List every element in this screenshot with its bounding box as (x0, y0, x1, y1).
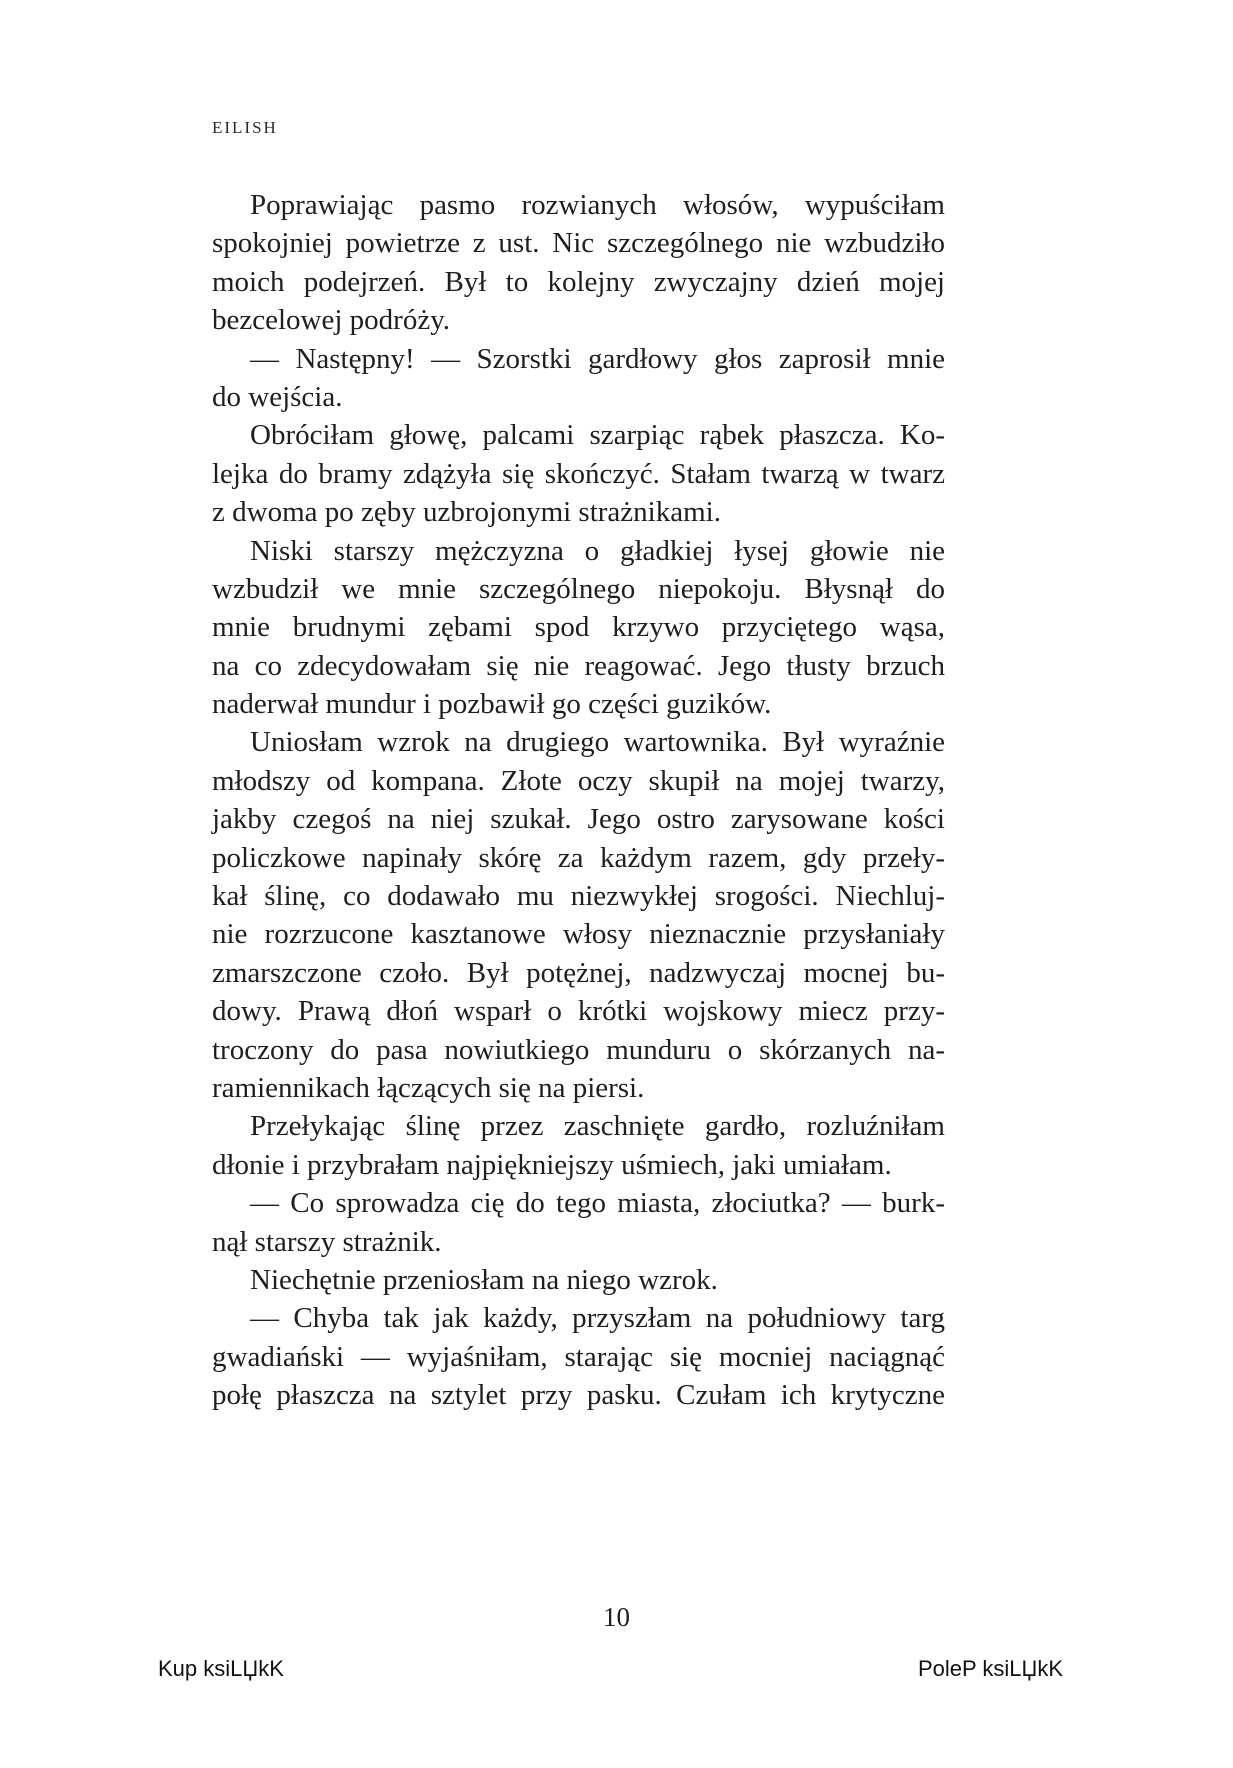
text-line: do wejścia. (212, 380, 343, 413)
text-line: Przełykając ślinę przez zaschnięte gardło, rozluźniłam (250, 1110, 945, 1143)
text-line: — Następny! — Szorstki gardłowy głos zaprosił mnie (250, 342, 945, 375)
text-line: policzkowe napinały skórę za każdym razem, gdy przeły- (212, 841, 945, 874)
text-line: młodszy od kompana. Złote oczy skupił na mojej twarzy, (212, 764, 945, 797)
text-line: nął starszy strażnik. (212, 1225, 442, 1258)
recommend-book-link[interactable]: PoleP ksiLЏkK (917, 1656, 1063, 1681)
text-line: gwadiański — wyjaśniłam, starając się mocniej naciągnąć (212, 1340, 945, 1373)
text-line: ramiennikach łączących się na piersi. (212, 1071, 645, 1104)
running-head: EILISH (212, 118, 278, 137)
text-line: kał ślinę, co dodawało mu niezwykłej srogości. Niechluj- (212, 880, 945, 913)
text-line: dłonie i przybrałam najpiękniejszy uśmiech, jaki umiałam. (212, 1148, 892, 1181)
text-line: moich podejrzeń. Był to kolejny zwyczajny dzień mojej (212, 265, 945, 298)
text-line: zmarszczone czoło. Był potężnej, nadzwyczaj mocnej bu- (212, 956, 945, 989)
text-line: Obróciłam głowę, palcami szarpiąc rąbek płaszcza. Ko- (250, 419, 945, 452)
text-line: Niechętnie przeniosłam na niego wzrok. (250, 1263, 718, 1296)
text-line: spokojniej powietrze z ust. Nic szczególnego nie wzbudziło (212, 227, 945, 260)
text-line: lejka do bramy zdążyła się skończyć. Stałam twarzą w twarz (212, 457, 945, 490)
text-line: Uniosłam wzrok na drugiego wartownika. Był wyraźnie (250, 726, 945, 759)
text-line: — Chyba tak jak każdy, przyszłam na południowy targ (250, 1302, 945, 1335)
text-line: z dwoma po zęby uzbrojonymi strażnikami. (212, 496, 721, 529)
text-line: wzbudził we mnie szczególnego niepokoju. Błysnął do (212, 572, 945, 605)
page-number: 10 (603, 1602, 630, 1632)
text-line: Niski starszy mężczyzna o gładkiej łysej głowie nie (250, 534, 945, 567)
body-text (212, 186, 945, 1415)
buy-book-link[interactable]: Kup ksiLЏkK (158, 1656, 284, 1681)
text-line: na co zdecydowałam się nie reagować. Jego tłusty brzuch (212, 649, 945, 682)
text-line: Poprawiając pasmo rozwianych włosów, wypuściłam (250, 189, 945, 221)
text-line: — Co sprowadza cię do tego miasta, złociutka? — burk- (250, 1187, 945, 1220)
text-line: dowy. Prawą dłoń wsparł o krótki wojskowy miecz przy- (212, 995, 945, 1028)
text-line: jakby czegoś na niej szukał. Jego ostro zarysowane kości (212, 803, 945, 836)
text-line: naderwał mundur i pozbawił go części guzików. (212, 688, 772, 721)
text-line: bezcelowej podróży. (212, 304, 451, 337)
text-line: troczony do pasa nowiutkiego munduru o skórzanych na- (212, 1033, 945, 1066)
text-line: połę płaszcza na sztylet przy pasku. Czułam ich krytyczne (212, 1379, 945, 1412)
text-line: mnie brudnymi zębami spod krzywo przyciętego wąsa, (212, 611, 945, 644)
text-line: nie rozrzucone kasztanowe włosy nieznacznie przysłaniały (212, 918, 945, 951)
